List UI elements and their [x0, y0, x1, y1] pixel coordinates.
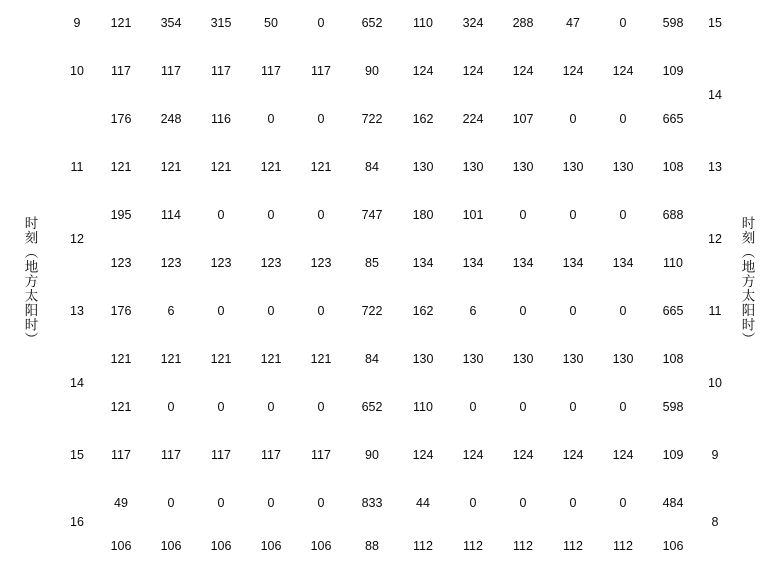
left-hour-16: 16: [70, 515, 84, 530]
left-hour-11: 11: [70, 159, 84, 174]
cell: 106: [210, 539, 232, 554]
cell: 49: [114, 495, 128, 510]
right-axis-label-text: 时刻（地方太阳时）: [739, 215, 755, 347]
cell: 121: [110, 159, 132, 174]
cell: 0: [619, 399, 627, 414]
cell: 130: [612, 159, 634, 174]
cell: 134: [462, 255, 484, 270]
cell: 6: [469, 303, 477, 318]
cell: 0: [267, 111, 275, 126]
cell: 130: [412, 159, 434, 174]
cell: 0: [167, 399, 175, 414]
left-hour-15: 15: [70, 447, 84, 462]
cell: 0: [317, 207, 325, 222]
left-hour-12: 12: [70, 231, 84, 246]
cell: 0: [317, 495, 325, 510]
cell: 484: [662, 495, 684, 510]
cell: 180: [412, 207, 434, 222]
cell: 121: [110, 351, 132, 366]
cell: 101: [462, 207, 484, 222]
cell: 0: [569, 111, 577, 126]
cell: 123: [210, 255, 232, 270]
left-axis-label-text: 时刻（地方太阳时）: [22, 215, 38, 347]
cell: 44: [416, 495, 430, 510]
left-hour-14: 14: [70, 375, 84, 390]
cell: 747: [361, 207, 383, 222]
cell: 121: [310, 351, 332, 366]
cell: 0: [569, 495, 577, 510]
cell: 176: [110, 303, 132, 318]
right-axis-label: [732, 0, 760, 566]
cell: 0: [519, 495, 527, 510]
cell: 106: [160, 539, 182, 554]
cell: 109: [662, 447, 684, 462]
cell: 665: [662, 111, 684, 126]
cell: 124: [412, 63, 434, 78]
cell: 324: [462, 16, 484, 31]
cell: 107: [512, 111, 534, 126]
left-hour-9: 9: [73, 16, 81, 31]
cell: 248: [160, 111, 182, 126]
cell: 90: [365, 63, 379, 78]
cell: 106: [110, 539, 132, 554]
cell: 114: [161, 207, 181, 222]
cell: 109: [662, 63, 684, 78]
cell: 117: [161, 447, 181, 462]
cell: 134: [512, 255, 534, 270]
cell: 0: [619, 207, 627, 222]
cell: 722: [361, 111, 383, 126]
cell: 124: [562, 447, 584, 462]
cell: 124: [412, 447, 434, 462]
cell: 0: [267, 495, 275, 510]
cell: 130: [612, 351, 634, 366]
cell: 84: [365, 159, 379, 174]
cell: 0: [267, 399, 275, 414]
cell: 0: [317, 399, 325, 414]
cell: 124: [612, 447, 634, 462]
cell: 121: [110, 399, 132, 414]
left-hour-10: 10: [70, 63, 84, 78]
right-hour-12: 12: [708, 231, 722, 246]
cell: 0: [167, 495, 175, 510]
left-axis-label: [0, 0, 58, 566]
cell: 598: [662, 16, 684, 31]
cell: 0: [217, 303, 225, 318]
cell: 0: [519, 303, 527, 318]
cell: 121: [160, 351, 182, 366]
cell: 598: [662, 399, 684, 414]
cell: 0: [317, 111, 325, 126]
cell: 134: [562, 255, 584, 270]
cell: 665: [662, 303, 684, 318]
cell: 124: [512, 63, 534, 78]
cell: 124: [612, 63, 634, 78]
cell: 688: [662, 207, 684, 222]
cell: 134: [612, 255, 634, 270]
cell: 110: [413, 399, 433, 414]
cell: 722: [361, 303, 383, 318]
cell: 121: [260, 351, 282, 366]
cell: 0: [619, 495, 627, 510]
cell: 130: [462, 159, 484, 174]
cell: 0: [317, 303, 325, 318]
right-hour-14: 14: [708, 87, 722, 102]
cell: 116: [211, 111, 231, 126]
cell: 0: [519, 207, 527, 222]
cell: 47: [566, 16, 580, 31]
cell: 112: [613, 539, 633, 554]
cell: 652: [361, 16, 383, 31]
cell: 117: [211, 447, 231, 462]
right-hour-15: 15: [708, 16, 722, 31]
cell: 0: [217, 495, 225, 510]
cell: 0: [519, 399, 527, 414]
cell: 162: [412, 303, 434, 318]
cell: 130: [462, 351, 484, 366]
cell: 124: [462, 63, 484, 78]
cell: 162: [412, 111, 434, 126]
cell: 106: [260, 539, 282, 554]
cell: 117: [211, 63, 231, 78]
cell: 117: [261, 63, 281, 78]
cell: 0: [469, 399, 477, 414]
cell: 176: [110, 111, 132, 126]
cell: 110: [413, 16, 433, 31]
cell: 84: [365, 351, 379, 366]
cell: 121: [210, 159, 232, 174]
cell: 121: [260, 159, 282, 174]
cell: 112: [563, 539, 583, 554]
right-hour-8: 8: [711, 515, 719, 530]
cell: 315: [210, 16, 232, 31]
cell: 121: [160, 159, 182, 174]
cell: 288: [512, 16, 534, 31]
cell: 130: [562, 351, 584, 366]
cell: 6: [167, 303, 175, 318]
right-hour-13: 13: [708, 159, 722, 174]
cell: 130: [412, 351, 434, 366]
cell: 106: [310, 539, 332, 554]
cell: 0: [619, 16, 627, 31]
cell: 88: [365, 539, 379, 554]
cell: 124: [562, 63, 584, 78]
cell: 130: [512, 351, 534, 366]
cell: 130: [512, 159, 534, 174]
cell: 0: [317, 16, 325, 31]
cell: 0: [267, 207, 275, 222]
cell: 90: [365, 447, 379, 462]
cell: 117: [311, 447, 331, 462]
cell: 224: [462, 111, 484, 126]
right-hour-10: 10: [708, 375, 722, 390]
cell: 121: [210, 351, 232, 366]
cell: 0: [569, 207, 577, 222]
cell: 134: [412, 255, 434, 270]
cell: 123: [310, 255, 332, 270]
cell: 195: [110, 207, 132, 222]
left-hour-13: 13: [70, 303, 84, 318]
cell: 85: [365, 255, 379, 270]
right-hour-9: 9: [711, 447, 719, 462]
cell: 112: [463, 539, 483, 554]
cell: 117: [311, 63, 331, 78]
cell: 123: [110, 255, 132, 270]
cell: 124: [462, 447, 484, 462]
cell: 0: [267, 303, 275, 318]
cell: 833: [361, 495, 383, 510]
cell: 0: [619, 111, 627, 126]
cell: 110: [663, 255, 683, 270]
cell: 117: [111, 447, 131, 462]
cell: 0: [569, 399, 577, 414]
cell: 108: [662, 351, 684, 366]
cell: 117: [161, 63, 181, 78]
cell: 652: [361, 399, 383, 414]
left-hour-spacer: [58, 95, 96, 143]
right-hour-11: 11: [708, 303, 722, 318]
cell: 108: [662, 159, 684, 174]
cell: 121: [110, 16, 132, 31]
cell: 354: [160, 16, 182, 31]
cell: 0: [619, 303, 627, 318]
cell: 124: [512, 447, 534, 462]
cell: 50: [264, 16, 278, 31]
cell: 117: [261, 447, 281, 462]
cell: 112: [413, 539, 433, 554]
cell: 0: [569, 303, 577, 318]
cell: 112: [513, 539, 533, 554]
cell: 0: [217, 399, 225, 414]
cell: 123: [260, 255, 282, 270]
cell: 0: [469, 495, 477, 510]
cell: 123: [160, 255, 182, 270]
cell: 0: [217, 207, 225, 222]
cell: 121: [310, 159, 332, 174]
cell: 106: [662, 539, 684, 554]
cell: 117: [111, 63, 131, 78]
cell: 130: [562, 159, 584, 174]
